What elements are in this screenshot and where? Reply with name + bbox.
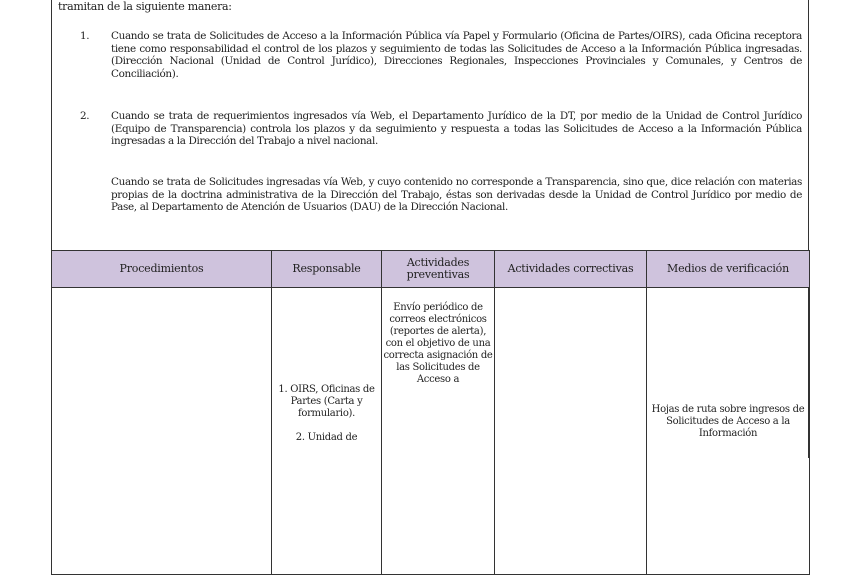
header-procedimientos: Procedimientos xyxy=(52,251,272,288)
table-header-row xyxy=(52,251,810,288)
intro-text: tramitan de la siguiente manera: xyxy=(58,0,232,13)
header-actividades-preventivas: Actividades preventivas xyxy=(382,251,495,288)
header-actividades-correctivas: Actividades correctivas xyxy=(495,251,647,288)
list-item-number: 2. xyxy=(80,110,90,122)
cell-medios-verificacion: Hojas de ruta sobre ingresos de Solicitudes de Acceso a la Información xyxy=(647,288,810,575)
list-item-text: Cuando se trata de requerimientos ingresados vía Web, el Departamento Jurídico de la DT, por medio de la Unidad de Control Jurídico (Equipo de Transparencia) controla los plazos y da seguimiento y respuesta a todas las Solicitudes de Acceso a la Información Pública ingresadas a la Dirección del Trabajo a nivel nacional. xyxy=(111,110,802,147)
table-row xyxy=(52,288,810,575)
list-item-1 xyxy=(80,30,802,80)
header-responsable: Responsable xyxy=(272,251,382,288)
list-item-number: 1. xyxy=(80,30,90,42)
cell-responsable xyxy=(272,288,382,575)
derivation-paragraph: Cuando se trata de Solicitudes ingresadas vía Web, y cuyo contenido no corresponde a Transparencia, sino que, dice relación con materias propias de la doctrina administrativa de la Dirección del Trabajo, éstas son derivadas desde la Unidad de Control Jurídico por medio de Pase, al Departamento de Atención de Usuarios (DAU) de la Dirección Nacional. xyxy=(111,176,802,213)
header-medios-verificacion: Medios de verificación xyxy=(647,251,810,288)
responsable-item-2: 2. Unidad de xyxy=(295,432,358,443)
cell-procedimiento xyxy=(52,288,272,575)
cell-actividades-preventivas: Envío periódico de correos electrónicos (reportes de alerta), con el objetivo de una correcta asignación de las Solicitudes de Acceso a xyxy=(382,288,495,575)
cell-actividades-correctivas xyxy=(495,288,647,575)
list-item-2 xyxy=(80,110,802,148)
procedures-table xyxy=(51,250,810,575)
list-item-text: Cuando se trata de Solicitudes de Acceso a la Información Pública vía Papel y Formulario (Oficina de Partes/OIRS), cada Oficina receptora tiene como responsabilidad el control de los plazos y seguimiento de todas las Solicitudes de Acceso a la Información Pública ingresadas. (Dirección Nacional (Unidad de Control Jurídico), Direcciones Regionales, Inspecciones Provinciales y Comunales, y Centros de Conciliación). xyxy=(111,30,802,80)
responsable-item-1: 1. OIRS, Oficinas de Partes (Carta y formulario). xyxy=(278,384,375,419)
